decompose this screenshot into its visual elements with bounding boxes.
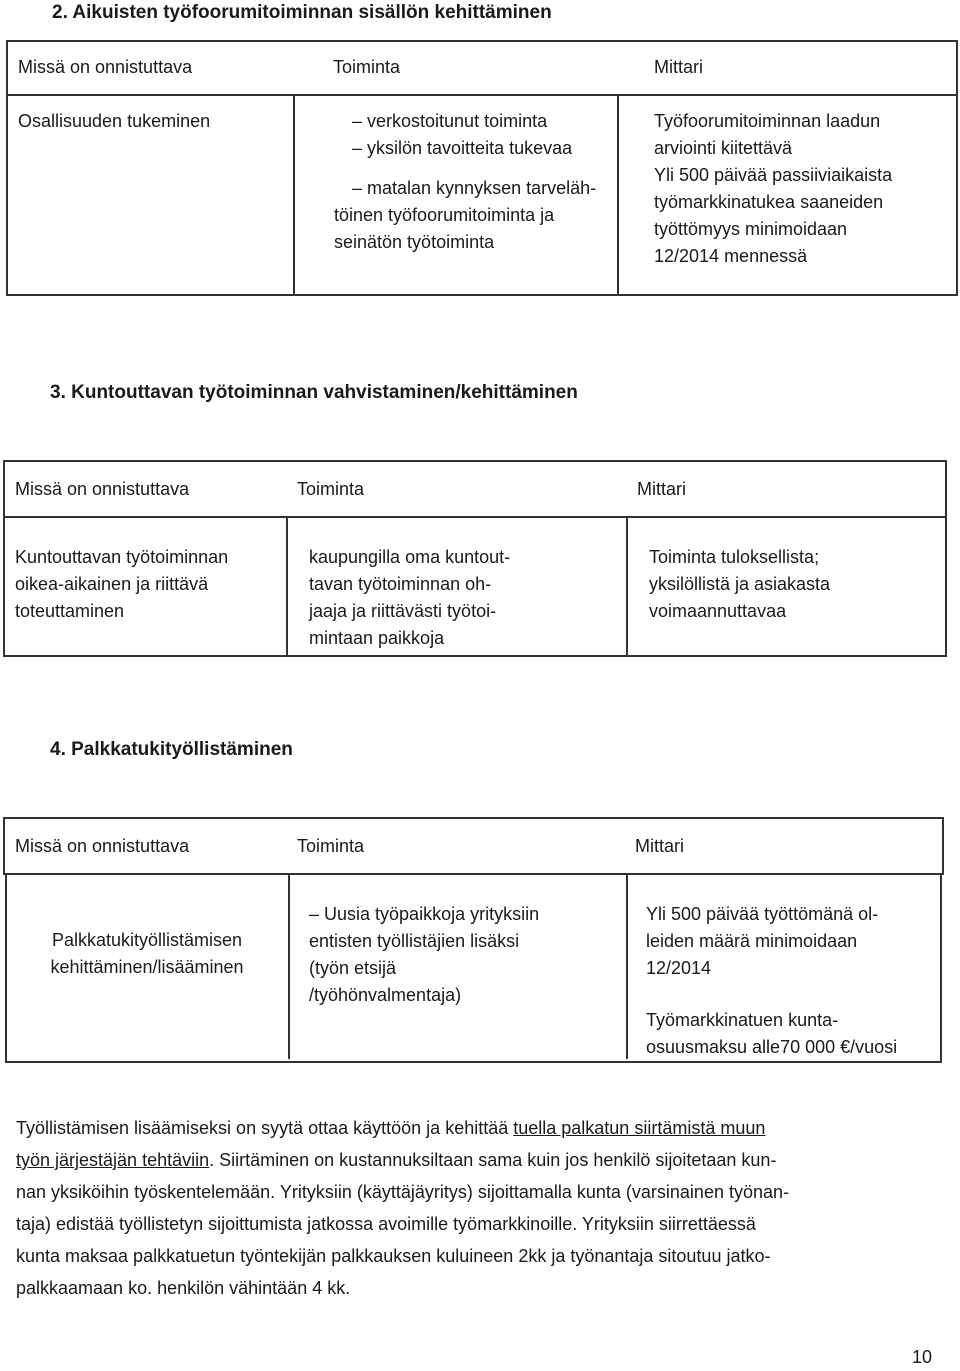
header-metric: Mittari: [637, 479, 686, 499]
body-paragraph: Työllistämisen lisäämiseksi on syytä ottaa käyttöön ja kehittää tuella palkatun siirtämistä muun työn järjestäjän tehtäviin. Siirtäminen on kustannuksiltaan sama kuin jos henkilö sijoitetaan kun- nan yksiköihin työskentelemään. Yrityksiin (käyttäjäyritys) sijoittamalla kunta (varsinainen työnan- taja) edistää työllistetyn sijoittumista jatkossa avoimille työmarkkinoille. Yrityksiin siirrettäessä kunta maksaa palkkatuetun työntekijän palkkauksen kuluineen 2kk ja työnantaja sitoutuu jatko- palkkaamaan ko. henkilön vähintään 4 kk.: [16, 1118, 790, 1298]
section-4-header-row: [3, 817, 944, 875]
section-2-metrics: Työfoorumitoiminnan laadun arviointi kiitettävä Yli 500 päivää passiiviaikaista työmarkkinatukea saaneiden työttömyys minimoidaan 12/2014 mennessä: [654, 111, 893, 266]
section-3-body-row: [3, 516, 947, 657]
underlined-phrase: työn järjestäjän tehtäviin: [16, 1150, 210, 1170]
section-2-header-row: [6, 40, 958, 96]
section-4-where: Palkkatukityöllistämisen kehittäminen/lisääminen: [50, 930, 244, 977]
section-4-metrics: Yli 500 päivää työttömänä ol- leiden määrä minimoidaan 12/2014 Työmarkkinatuen kunta- osuusmaksu alle70 000 €/vuosi: [646, 904, 898, 1057]
section-2-actions: – verkostoitunut toiminta – yksilön tavoitteita tukevaa – matalan kynnyksen tarveläh- töinen työfoorumitoiminta ja seinätön työtoiminta: [334, 111, 597, 252]
section-3-metrics: Toiminta tuloksellista; yksilöllistä ja asiakasta voimaannuttavaa: [649, 547, 831, 621]
section-2-where: Osallisuuden tukeminen: [18, 111, 211, 131]
section-3-header-row: [3, 460, 947, 518]
underlined-phrase: tuella palkatun siirtämistä muun: [513, 1118, 766, 1138]
header-where: Missä on onnistuttava: [18, 57, 193, 77]
header-metric: Mittari: [635, 836, 684, 856]
header-where: Missä on onnistuttava: [15, 479, 190, 499]
header-where: Missä on onnistuttava: [15, 836, 190, 856]
header-action: Toiminta: [297, 836, 365, 856]
header-action: Toiminta: [333, 57, 401, 77]
section-2-body-row: [6, 94, 958, 296]
section-3-title: 3. Kuntouttavan työtoiminnan vahvistaminen/kehittäminen: [50, 382, 578, 403]
section-4-body-row: [5, 873, 942, 1063]
section-4-title: 4. Palkkatukityöllistäminen: [50, 739, 293, 760]
header-metric: Mittari: [654, 57, 703, 77]
page-number: 10: [911, 1347, 932, 1367]
header-action: Toiminta: [297, 479, 365, 499]
section-3-where: Kuntouttavan työtoiminnan oikea-aikainen ja riittävä toteuttaminen: [15, 547, 229, 621]
section-3-actions: kaupungilla oma kuntout- tavan työtoiminnan oh- jaaja ja riittävästi työtoi- mintaan paikkoja: [309, 547, 511, 648]
section-2-title: 2. Aikuisten työfoorumitoiminnan sisällön kehittäminen: [52, 2, 552, 23]
section-4-actions: – Uusia työpaikkoja yrityksiin entisten työllistäjien lisäksi (työn etsijä /työhönvalmentaja): [309, 904, 540, 1005]
